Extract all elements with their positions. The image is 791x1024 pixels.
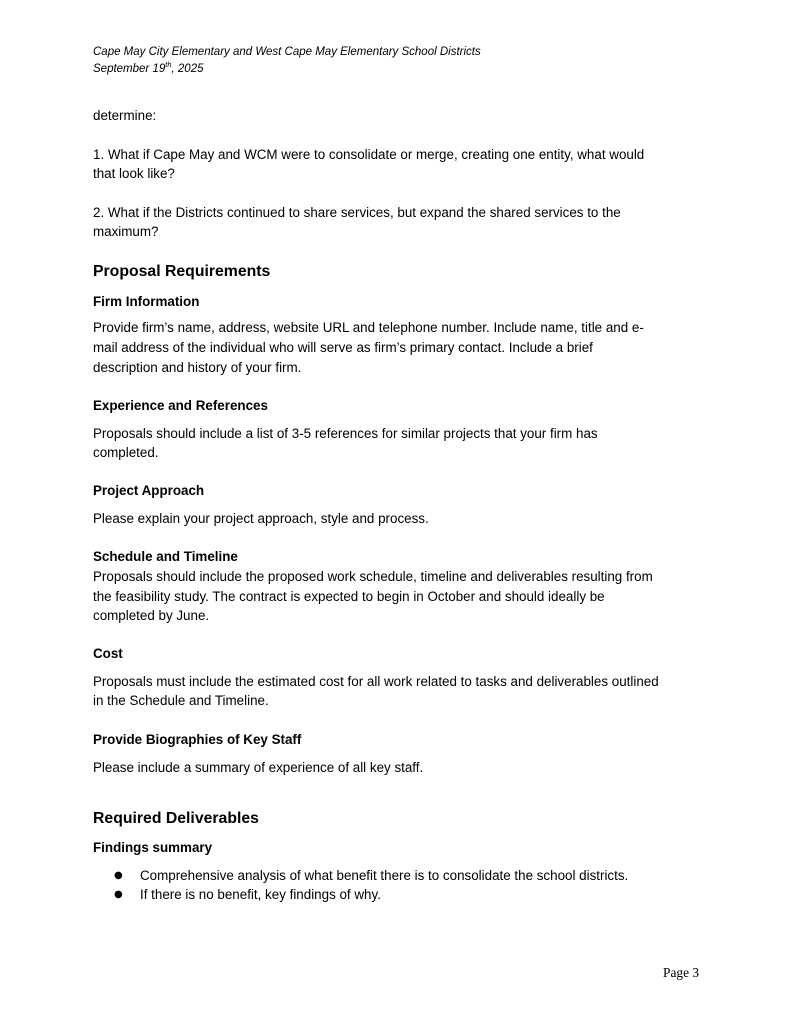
header-title: Cape May City Elementary and West Cape May Elementary School Districts (93, 46, 481, 58)
schedule-line2: the feasibility study. The contract is expected to begin in October and should ideally be (93, 589, 605, 604)
bullet-icon: ● (114, 889, 123, 900)
intro-q2-line2: maximum? (93, 224, 159, 239)
cost-line2: in the Schedule and Timeline. (93, 693, 269, 708)
bios-line1: Please include a summary of experience of all key staff. (93, 760, 424, 775)
experience-line2: completed. (93, 445, 159, 460)
intro-determine: determine: (93, 108, 157, 123)
intro-q1-line1: 1. What if Cape May and WCM were to consolidate or merge, creating one entity, what would (93, 147, 645, 162)
page-number: Page 3 (663, 965, 700, 980)
cost-heading: Cost (93, 646, 123, 661)
schedule-line1: Proposals should include the proposed work schedule, timeline and deliverables resulting from (93, 569, 653, 584)
header-date-sup: th (165, 60, 172, 70)
experience-line1: Proposals should include a list of 3-5 references for similar projects that your firm has (93, 426, 598, 441)
findings-item: Comprehensive analysis of what benefit there is to consolidate the school districts. (140, 868, 629, 883)
bios-heading: Provide Biographies of Key Staff (93, 732, 302, 747)
cost-line1: Proposals must include the estimated cost for all work related to tasks and deliverables outlined (93, 674, 659, 689)
approach-line1: Please explain your project approach, style and process. (93, 511, 429, 526)
experience-heading: Experience and References (93, 398, 268, 413)
intro-q1-line2: that look like? (93, 166, 175, 181)
firm-info-heading: Firm Information (93, 294, 200, 309)
schedule-heading: Schedule and Timeline (93, 549, 238, 564)
findings-summary-heading: Findings summary (93, 840, 213, 855)
header-date (93, 62, 204, 77)
firm-info-line1: Provide firm’s name, address, website URL and telephone number. Include name, title and e- (93, 320, 644, 335)
schedule-line3: completed by June. (93, 608, 210, 623)
bullet-icon: ● (114, 870, 123, 881)
firm-info-line3: description and history of your firm. (93, 360, 302, 375)
approach-heading: Project Approach (93, 483, 205, 498)
header-date-prefix: September 19 (93, 63, 166, 75)
firm-info-line2: mail address of the individual who will serve as firm’s primary contact. Include a brief (93, 340, 593, 355)
findings-item: If there is no benefit, key findings of why. (140, 887, 381, 902)
proposal-requirements-heading: Proposal Requirements (93, 263, 271, 280)
intro-q2-line1: 2. What if the Districts continued to share services, but expand the shared services to the (93, 205, 621, 220)
header-date-suffix: , 2025 (171, 63, 204, 75)
required-deliverables-heading: Required Deliverables (93, 810, 259, 827)
